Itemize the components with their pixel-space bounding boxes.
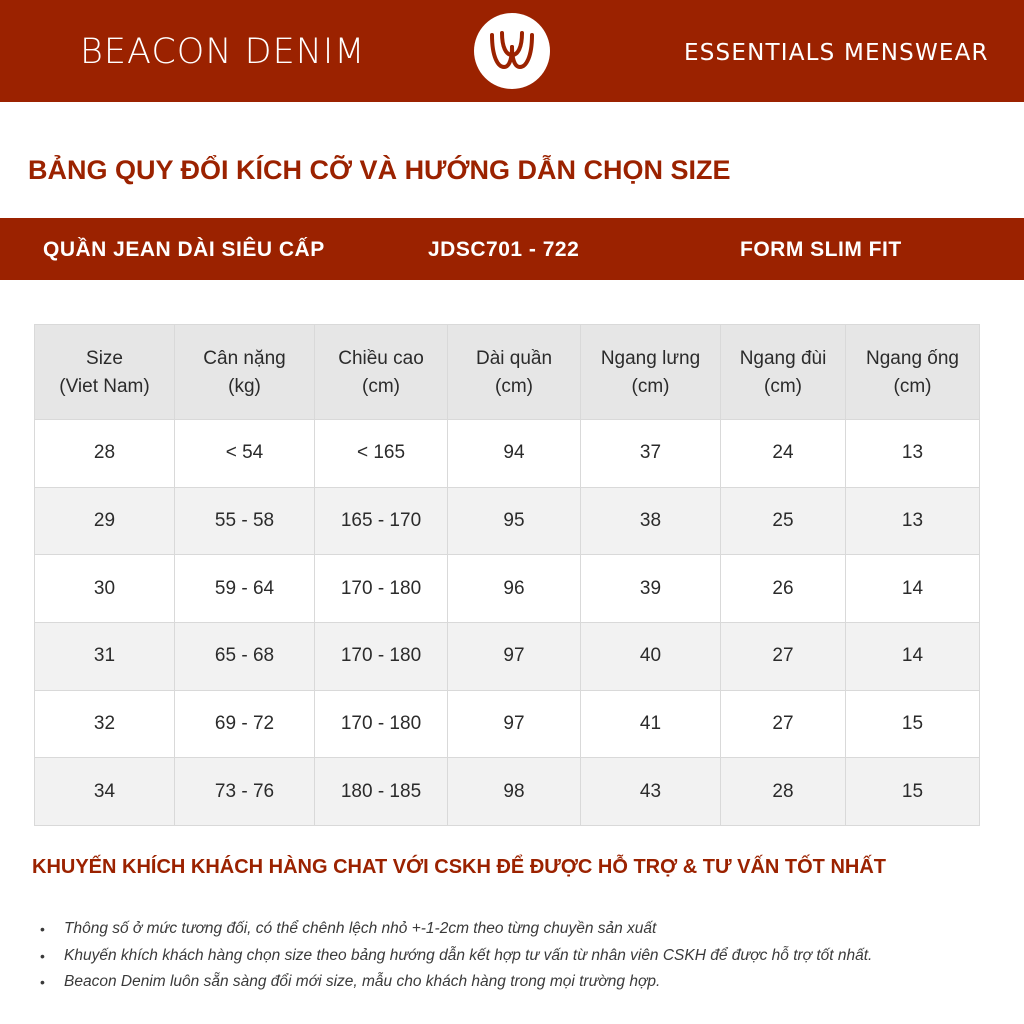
note-text: Khuyến khích khách hàng chọn size theo bảng hướng dẫn kết hợp tư vấn từ nhân viên CSKH để được hỗ trợ tốt nhất.	[64, 946, 873, 964]
table-cell: 97	[448, 690, 581, 758]
table-row	[35, 487, 980, 555]
table-cell: 25	[721, 487, 846, 555]
note-text: Thông số ở mức tương đối, có thể chênh lệch nhỏ +-1-2cm theo từng chuyền sản xuất	[64, 920, 657, 937]
table-cell: 96	[448, 555, 581, 623]
table-row	[35, 690, 980, 758]
table-cell: 55 - 58	[175, 487, 315, 555]
table-cell: < 54	[175, 420, 315, 488]
product-code: JDSC701 - 722	[428, 238, 580, 261]
top-banner	[0, 0, 1024, 102]
column-header-leg-opening: Ngang ống (cm)	[846, 325, 980, 420]
table-cell: 170 - 180	[315, 690, 448, 758]
list-item	[40, 916, 1000, 943]
table-cell: 73 - 76	[175, 758, 315, 826]
list-item	[40, 943, 1000, 970]
column-header-height: Chiều cao (cm)	[315, 325, 448, 420]
bullet-icon: •	[40, 974, 45, 990]
notes-list	[40, 916, 1000, 996]
table-header-row	[35, 325, 980, 420]
table-cell: 170 - 180	[315, 555, 448, 623]
table-cell: 14	[846, 623, 980, 691]
table-row	[35, 758, 980, 826]
table-cell: 94	[448, 420, 581, 488]
table-cell: 13	[846, 420, 980, 488]
table-cell: 28	[721, 758, 846, 826]
product-band	[0, 218, 1024, 280]
page-title: BẢNG QUY ĐỔI KÍCH CỠ VÀ HƯỚNG DẪN CHỌN SIZE	[28, 155, 731, 185]
table-row	[35, 623, 980, 691]
table-cell: 28	[35, 420, 175, 488]
list-item	[40, 969, 1000, 996]
note-text: Beacon Denim luôn sẵn sàng đổi mới size, mẫu cho khách hàng trong mọi trường hợp.	[64, 973, 661, 990]
product-name: QUẦN JEAN DÀI SIÊU CẤP	[43, 238, 325, 261]
table-row	[35, 555, 980, 623]
table-cell: 29	[35, 487, 175, 555]
table-cell: 98	[448, 758, 581, 826]
table-cell: 37	[581, 420, 721, 488]
table-cell: 31	[35, 623, 175, 691]
table-row	[35, 420, 980, 488]
table-cell: 26	[721, 555, 846, 623]
beacon-logo-icon	[488, 29, 536, 73]
table-cell: 65 - 68	[175, 623, 315, 691]
support-callout: KHUYẾN KHÍCH KHÁCH HÀNG CHAT VỚI CSKH ĐỂ ĐƯỢC HỖ TRỢ & TƯ VẤN TỐT NHẤT	[32, 856, 886, 878]
table-cell: 97	[448, 623, 581, 691]
table-cell: 95	[448, 487, 581, 555]
table-cell: 30	[35, 555, 175, 623]
column-header-thigh: Ngang đùi (cm)	[721, 325, 846, 420]
product-form: FORM SLIM FIT	[740, 238, 902, 261]
column-header-waist: Ngang lưng (cm)	[581, 325, 721, 420]
column-header-length: Dài quần (cm)	[448, 325, 581, 420]
table-cell: 39	[581, 555, 721, 623]
brand-tagline: ESSENTIALS MENSWEAR	[684, 40, 989, 66]
table-cell: 38	[581, 487, 721, 555]
table-cell: 27	[721, 623, 846, 691]
brand-logo	[474, 13, 550, 89]
brand-name: BEACON DENIM	[80, 32, 366, 72]
table-cell: 69 - 72	[175, 690, 315, 758]
table-cell: 27	[721, 690, 846, 758]
table-cell: 170 - 180	[315, 623, 448, 691]
bullet-icon: •	[40, 947, 45, 964]
table-cell: 165 - 170	[315, 487, 448, 555]
table-cell: 180 - 185	[315, 758, 448, 826]
table-cell: 59 - 64	[175, 555, 315, 623]
size-chart-table	[34, 324, 980, 826]
column-header-weight: Cân nặng (kg)	[175, 325, 315, 420]
table-cell: 34	[35, 758, 175, 826]
table-cell: 41	[581, 690, 721, 758]
table-cell: 15	[846, 758, 980, 826]
table-cell: 13	[846, 487, 980, 555]
table-cell: 40	[581, 623, 721, 691]
bullet-icon: •	[40, 921, 45, 937]
table-cell: 14	[846, 555, 980, 623]
column-header-size: Size (Viet Nam)	[35, 325, 175, 420]
table-cell: 43	[581, 758, 721, 826]
table-cell: < 165	[315, 420, 448, 488]
table-cell: 15	[846, 690, 980, 758]
table-cell: 24	[721, 420, 846, 488]
table-cell: 32	[35, 690, 175, 758]
